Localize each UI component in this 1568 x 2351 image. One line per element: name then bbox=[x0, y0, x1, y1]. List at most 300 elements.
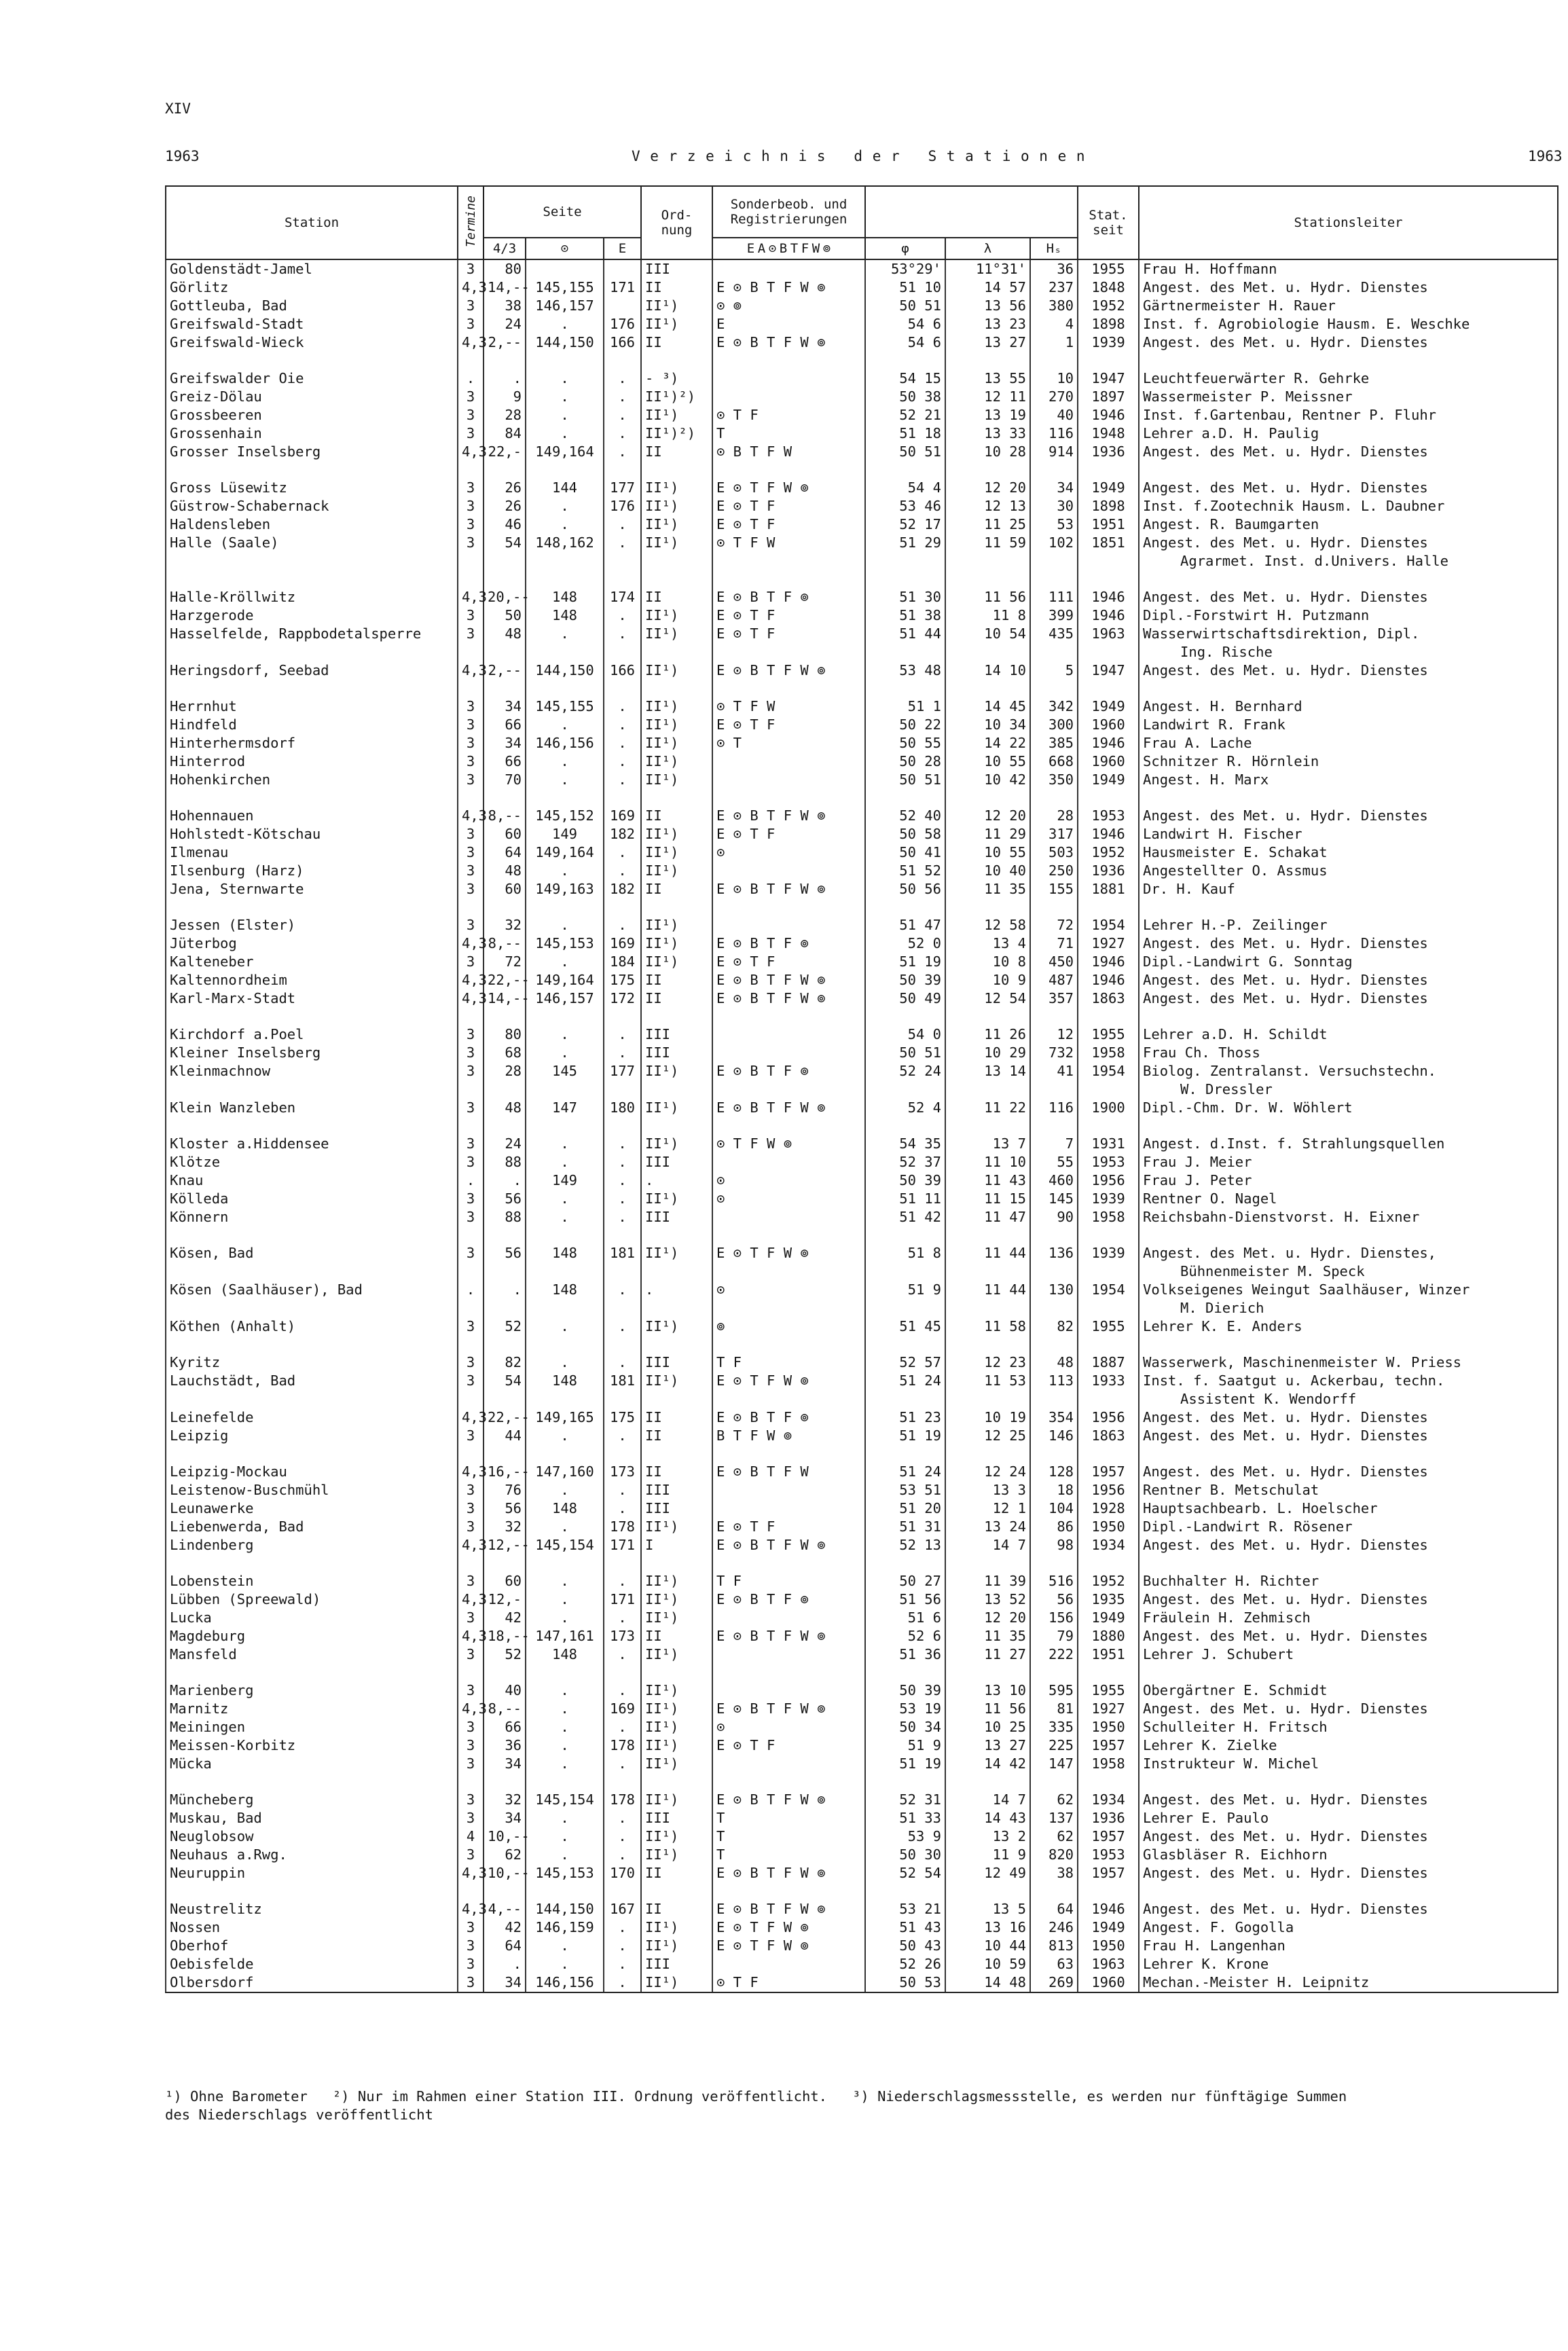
ordnung: II¹) bbox=[641, 1718, 712, 1736]
spacer-cell bbox=[526, 1008, 604, 1025]
phi: 50 27 bbox=[865, 1572, 945, 1590]
leiter: Volkseigenes Weingut Saalhäuser, Winzer bbox=[1139, 1281, 1558, 1299]
spacer-cell bbox=[865, 461, 945, 479]
leiter: Schnitzer R. Hörnlein bbox=[1139, 752, 1558, 771]
table-row bbox=[166, 1736, 1558, 1755]
table-row bbox=[166, 1408, 1558, 1427]
seite-sun: . bbox=[526, 1572, 604, 1590]
seite-43: 48 bbox=[484, 1099, 526, 1117]
seite-43: 32 bbox=[484, 1791, 526, 1809]
spacer-cell bbox=[712, 789, 865, 807]
spacer-cell bbox=[604, 552, 641, 570]
seite-sun: . bbox=[526, 1208, 604, 1226]
leiter: Angest. des Met. u. Hydr. Dienstes bbox=[1139, 1627, 1558, 1645]
spacer-cell bbox=[458, 1390, 484, 1408]
termine: 4,3 bbox=[458, 1590, 484, 1609]
hs: 250 bbox=[1030, 862, 1078, 880]
col-ordnung: Ord- nung bbox=[641, 186, 712, 259]
termine-label: Termine bbox=[463, 195, 478, 247]
seite-e: . bbox=[604, 515, 641, 534]
leiter: Biolog. Zentralanst. Versuchstechn. bbox=[1139, 1062, 1558, 1080]
hs: 86 bbox=[1030, 1518, 1078, 1536]
stat-seit: 1897 bbox=[1078, 388, 1139, 406]
stat-seit: 1948 bbox=[1078, 424, 1139, 443]
leiter: Angest. des Met. u. Hydr. Dienstes bbox=[1139, 1791, 1558, 1809]
ordnung: II¹) bbox=[641, 1973, 712, 1992]
ordnung: I bbox=[641, 1536, 712, 1554]
stat-seit: 1848 bbox=[1078, 278, 1139, 297]
seite-43: 2,-- bbox=[484, 333, 526, 352]
seite-sun: 149,165 bbox=[526, 1408, 604, 1427]
spacer-cell bbox=[604, 898, 641, 916]
spacer-cell bbox=[641, 1664, 712, 1681]
ordnung: - ³) bbox=[641, 369, 712, 388]
lambda: 10 55 bbox=[945, 843, 1030, 862]
col-seite-e: E bbox=[604, 238, 641, 259]
seite-43: 48 bbox=[484, 862, 526, 880]
seite-43: 8,-- bbox=[484, 934, 526, 953]
seite-e: . bbox=[604, 1718, 641, 1736]
leiter: Wasserwerk, Maschinenmeister W. Priess bbox=[1139, 1353, 1558, 1372]
stat-seit: 1936 bbox=[1078, 1809, 1139, 1827]
spacer-cell bbox=[1139, 1554, 1558, 1572]
seite-43: 10,-- bbox=[484, 1864, 526, 1882]
lambda: 10 44 bbox=[945, 1937, 1030, 1955]
spacer-cell bbox=[458, 1080, 484, 1099]
stat-seit: 1954 bbox=[1078, 1281, 1139, 1299]
spacer-cell bbox=[1078, 1336, 1139, 1353]
phi: 51 11 bbox=[865, 1190, 945, 1208]
seite-sun: 144,150 bbox=[526, 1900, 604, 1918]
stat-seit: 1939 bbox=[1078, 1190, 1139, 1208]
spacer-cell bbox=[458, 898, 484, 916]
spacer-cell bbox=[604, 1117, 641, 1135]
spacer-cell bbox=[865, 1299, 945, 1317]
termine: 4 bbox=[458, 1827, 484, 1846]
spacer-cell bbox=[712, 1336, 865, 1353]
seite-e: . bbox=[604, 388, 641, 406]
lambda: 13 4 bbox=[945, 934, 1030, 953]
stat-seit: 1946 bbox=[1078, 971, 1139, 989]
station-name: Lübben (Spreewald) bbox=[166, 1590, 458, 1609]
leiter: Angest. des Met. u. Hydr. Dienstes bbox=[1139, 443, 1558, 461]
stat-seit: 1950 bbox=[1078, 1937, 1139, 1955]
hs: 130 bbox=[1030, 1281, 1078, 1299]
flags: E ⊙ B T F W ⊚ bbox=[712, 1700, 865, 1718]
table-row bbox=[166, 1171, 1558, 1190]
station-name: Hohlstedt-Kötschau bbox=[166, 825, 458, 843]
phi: 52 31 bbox=[865, 1791, 945, 1809]
leiter: Gärtnermeister H. Rauer bbox=[1139, 297, 1558, 315]
leiter: Angest. d.Inst. f. Strahlungsquellen bbox=[1139, 1135, 1558, 1153]
seite-e: 180 bbox=[604, 1099, 641, 1117]
seite-e: 178 bbox=[604, 1518, 641, 1536]
seite-sun: 149 bbox=[526, 825, 604, 843]
seite-sun: 144,150 bbox=[526, 333, 604, 352]
ordnung: II bbox=[641, 1627, 712, 1645]
lambda: 11 25 bbox=[945, 515, 1030, 534]
ordnung: II¹) bbox=[641, 1681, 712, 1700]
table-row bbox=[166, 1481, 1558, 1499]
spacer-cell bbox=[641, 1299, 712, 1317]
spacer-row bbox=[166, 570, 1558, 588]
lambda: 13 7 bbox=[945, 1135, 1030, 1153]
stat-seit: 1953 bbox=[1078, 807, 1139, 825]
lambda: 13 24 bbox=[945, 1518, 1030, 1536]
spacer-row bbox=[166, 1882, 1558, 1900]
seite-sun: . bbox=[526, 1025, 604, 1044]
table-row bbox=[166, 1955, 1558, 1973]
spacer-row bbox=[166, 1773, 1558, 1791]
seite-e: . bbox=[604, 443, 641, 461]
seite-e: . bbox=[604, 625, 641, 643]
ordnung: II¹)²) bbox=[641, 424, 712, 443]
termine: 3 bbox=[458, 716, 484, 734]
ordnung: II¹) bbox=[641, 1700, 712, 1718]
station-name: Hinterrod bbox=[166, 752, 458, 771]
seite-43: 52 bbox=[484, 1645, 526, 1664]
ordnung: II¹) bbox=[641, 1846, 712, 1864]
spacer-cell bbox=[166, 552, 458, 570]
spacer-cell bbox=[604, 1882, 641, 1900]
lambda: 13 33 bbox=[945, 424, 1030, 443]
seite-e: 178 bbox=[604, 1791, 641, 1809]
seite-sun: 145,153 bbox=[526, 1864, 604, 1882]
spacer-cell bbox=[458, 680, 484, 697]
leiter: Angest. des Met. u. Hydr. Dienstes bbox=[1139, 971, 1558, 989]
spacer-cell bbox=[641, 1773, 712, 1791]
seite-43: . bbox=[484, 369, 526, 388]
station-name: Haldensleben bbox=[166, 515, 458, 534]
spacer-cell bbox=[641, 789, 712, 807]
spacer-cell bbox=[526, 643, 604, 661]
spacer-cell bbox=[166, 570, 458, 588]
spacer-cell bbox=[1078, 1445, 1139, 1463]
spacer-cell bbox=[1078, 1664, 1139, 1681]
seite-sun: 146,157 bbox=[526, 989, 604, 1008]
stat-seit: 1939 bbox=[1078, 333, 1139, 352]
seite-e: . bbox=[604, 1499, 641, 1518]
phi: 50 41 bbox=[865, 843, 945, 862]
station-name: Heringsdorf, Seebad bbox=[166, 661, 458, 680]
lambda: 14 42 bbox=[945, 1755, 1030, 1773]
seite-43: 76 bbox=[484, 1481, 526, 1499]
lambda: 14 7 bbox=[945, 1791, 1030, 1809]
stat-seit: 1956 bbox=[1078, 1171, 1139, 1190]
spacer-cell bbox=[166, 1390, 458, 1408]
seite-43: 60 bbox=[484, 1572, 526, 1590]
lambda: 13 23 bbox=[945, 315, 1030, 333]
stat-seit: 1927 bbox=[1078, 1700, 1139, 1718]
station-name: Herrnhut bbox=[166, 697, 458, 716]
lambda: 11 15 bbox=[945, 1190, 1030, 1208]
leiter: Hauptsachbearb. L. Hoelscher bbox=[1139, 1499, 1558, 1518]
flags bbox=[712, 1025, 865, 1044]
phi: 51 56 bbox=[865, 1590, 945, 1609]
leiter: Angest. H. Bernhard bbox=[1139, 697, 1558, 716]
lambda: 11 9 bbox=[945, 1846, 1030, 1864]
table-row bbox=[166, 989, 1558, 1008]
termine: 3 bbox=[458, 1044, 484, 1062]
table-row bbox=[166, 1681, 1558, 1700]
table-row bbox=[166, 1791, 1558, 1809]
spacer-cell bbox=[1030, 1336, 1078, 1353]
spacer-cell bbox=[945, 352, 1030, 369]
spacer-cell bbox=[1030, 1445, 1078, 1463]
station-name: Kösen (Saalhäuser), Bad bbox=[166, 1281, 458, 1299]
table-row bbox=[166, 971, 1558, 989]
seite-e: . bbox=[604, 771, 641, 789]
spacer-cell bbox=[526, 352, 604, 369]
phi: 51 1 bbox=[865, 697, 945, 716]
hs: 113 bbox=[1030, 1372, 1078, 1390]
station-name: Meissen-Korbitz bbox=[166, 1736, 458, 1755]
stat-seit: 1946 bbox=[1078, 606, 1139, 625]
spacer-cell bbox=[712, 1080, 865, 1099]
phi: 50 51 bbox=[865, 297, 945, 315]
seite-43: 36 bbox=[484, 1736, 526, 1755]
station-name: Greifswalder Oie bbox=[166, 369, 458, 388]
lambda: 11 44 bbox=[945, 1281, 1030, 1299]
spacer-cell bbox=[865, 570, 945, 588]
seite-sun: 145,153 bbox=[526, 934, 604, 953]
spacer-cell bbox=[526, 1882, 604, 1900]
station-name: Leipzig bbox=[166, 1427, 458, 1445]
seite-43: 44 bbox=[484, 1427, 526, 1445]
spacer-cell bbox=[945, 1773, 1030, 1791]
table-row bbox=[166, 1627, 1558, 1645]
leiter-continued: W. Dressler bbox=[1139, 1080, 1558, 1099]
flags: E ⊙ B T F ⊚ bbox=[712, 1062, 865, 1080]
col-lambda: λ bbox=[945, 238, 1030, 259]
lambda: 14 45 bbox=[945, 697, 1030, 716]
hs: 342 bbox=[1030, 697, 1078, 716]
spacer-cell bbox=[945, 1554, 1030, 1572]
spacer-cell bbox=[604, 1390, 641, 1408]
seite-43: . bbox=[484, 1955, 526, 1973]
stat-seit: 1957 bbox=[1078, 1736, 1139, 1755]
table-row bbox=[166, 315, 1558, 333]
phi: 52 40 bbox=[865, 807, 945, 825]
leiter: Landwirt H. Fischer bbox=[1139, 825, 1558, 843]
flags: E ⊙ T F W ⊚ bbox=[712, 1244, 865, 1262]
hs: 116 bbox=[1030, 424, 1078, 443]
spacer-cell bbox=[1030, 352, 1078, 369]
stat-seit: 1950 bbox=[1078, 1718, 1139, 1736]
lambda: 12 23 bbox=[945, 1353, 1030, 1372]
spacer-cell bbox=[945, 680, 1030, 697]
lambda: 11 58 bbox=[945, 1317, 1030, 1336]
station-name: Mücka bbox=[166, 1755, 458, 1773]
col-seite: Seite bbox=[484, 186, 641, 238]
stat-seit: 1927 bbox=[1078, 934, 1139, 953]
spacer-cell bbox=[484, 680, 526, 697]
leiter: Obergärtner E. Schmidt bbox=[1139, 1681, 1558, 1700]
seite-e: . bbox=[604, 716, 641, 734]
station-name: Köthen (Anhalt) bbox=[166, 1317, 458, 1336]
spacer-cell bbox=[712, 1262, 865, 1281]
station-name: Hasselfelde, Rappbodetalsperre bbox=[166, 625, 458, 643]
table-row bbox=[166, 880, 1558, 898]
station-name: Neustrelitz bbox=[166, 1900, 458, 1918]
spacer-cell bbox=[1030, 570, 1078, 588]
spacer-cell bbox=[945, 643, 1030, 661]
spacer-cell bbox=[604, 789, 641, 807]
table-row bbox=[166, 1208, 1558, 1226]
station-name: Jüterbog bbox=[166, 934, 458, 953]
spacer-cell bbox=[712, 1554, 865, 1572]
spacer-cell bbox=[166, 1299, 458, 1317]
ordnung: II¹)²) bbox=[641, 388, 712, 406]
hs: 516 bbox=[1030, 1572, 1078, 1590]
spacer-cell bbox=[526, 1117, 604, 1135]
leiter: Lehrer H.-P. Zeilinger bbox=[1139, 916, 1558, 934]
leiter: Inst. f.Zootechnik Hausm. L. Daubner bbox=[1139, 497, 1558, 515]
station-table bbox=[165, 185, 1558, 1993]
stat-seit: 1957 bbox=[1078, 1864, 1139, 1882]
station-name: Greifswald-Stadt bbox=[166, 315, 458, 333]
flags: E ⊙ B T F W ⊚ bbox=[712, 661, 865, 680]
col-station: Station bbox=[166, 186, 458, 259]
table-row bbox=[166, 1846, 1558, 1864]
station-name: Leunawerke bbox=[166, 1499, 458, 1518]
spacer-cell bbox=[484, 643, 526, 661]
seite-sun bbox=[526, 259, 604, 278]
flags: ⊙ T bbox=[712, 734, 865, 752]
seite-e: . bbox=[604, 916, 641, 934]
termine: 3 bbox=[458, 1427, 484, 1445]
seite-43: 16,-- bbox=[484, 1463, 526, 1481]
phi: 50 28 bbox=[865, 752, 945, 771]
stat-seit: 1933 bbox=[1078, 1372, 1139, 1390]
stat-seit: 1958 bbox=[1078, 1208, 1139, 1226]
seite-43: 34 bbox=[484, 697, 526, 716]
seite-e: 182 bbox=[604, 825, 641, 843]
continuation-row bbox=[166, 1390, 1558, 1408]
stat-seit: 1955 bbox=[1078, 259, 1139, 278]
leiter-continued: Bühnenmeister M. Speck bbox=[1139, 1262, 1558, 1281]
station-name: Mansfeld bbox=[166, 1645, 458, 1664]
seite-43: 88 bbox=[484, 1208, 526, 1226]
station-name: Neuruppin bbox=[166, 1864, 458, 1882]
lambda: 11 29 bbox=[945, 825, 1030, 843]
spacer-cell bbox=[865, 1336, 945, 1353]
ordnung: II¹) bbox=[641, 916, 712, 934]
spacer-cell bbox=[1078, 552, 1139, 570]
spacer-cell bbox=[1030, 1008, 1078, 1025]
leiter: Frau J. Meier bbox=[1139, 1153, 1558, 1171]
spacer-cell bbox=[484, 1445, 526, 1463]
station-name: Lauchstädt, Bad bbox=[166, 1372, 458, 1390]
phi: 51 10 bbox=[865, 278, 945, 297]
phi: 51 52 bbox=[865, 862, 945, 880]
stat-seit: 1946 bbox=[1078, 734, 1139, 752]
stat-seit: 1898 bbox=[1078, 497, 1139, 515]
leiter: Frau H. Hoffmann bbox=[1139, 259, 1558, 278]
seite-43: 56 bbox=[484, 1190, 526, 1208]
hs: 225 bbox=[1030, 1736, 1078, 1755]
spacer-row bbox=[166, 1008, 1558, 1025]
lambda: 10 34 bbox=[945, 716, 1030, 734]
stat-seit: 1958 bbox=[1078, 1044, 1139, 1062]
seite-e: . bbox=[604, 606, 641, 625]
spacer-cell bbox=[1030, 680, 1078, 697]
seite-43: 66 bbox=[484, 1718, 526, 1736]
termine: 4,3 bbox=[458, 661, 484, 680]
ordnung: II¹) bbox=[641, 1099, 712, 1117]
spacer-cell bbox=[526, 898, 604, 916]
spacer-cell bbox=[865, 643, 945, 661]
leiter: Frau J. Peter bbox=[1139, 1171, 1558, 1190]
spacer-cell bbox=[166, 1554, 458, 1572]
seite-sun: . bbox=[526, 1353, 604, 1372]
seite-e: 184 bbox=[604, 953, 641, 971]
col-phi: φ bbox=[865, 238, 945, 259]
spacer-row bbox=[166, 352, 1558, 369]
spacer-cell bbox=[1078, 789, 1139, 807]
station-name: Nossen bbox=[166, 1918, 458, 1937]
table-row bbox=[166, 1463, 1558, 1481]
termine: 3 bbox=[458, 1846, 484, 1864]
spacer-cell bbox=[641, 1117, 712, 1135]
phi: 52 37 bbox=[865, 1153, 945, 1171]
table-row bbox=[166, 1755, 1558, 1773]
spacer-cell bbox=[458, 1226, 484, 1244]
ordnung: II¹) bbox=[641, 771, 712, 789]
flags: E ⊙ B T F W ⊚ bbox=[712, 1627, 865, 1645]
leiter: Inst. f.Gartenbau, Rentner P. Fluhr bbox=[1139, 406, 1558, 424]
spacer-cell bbox=[1030, 552, 1078, 570]
seite-sun: . bbox=[526, 1190, 604, 1208]
station-name: Knau bbox=[166, 1171, 458, 1190]
leiter: Lehrer K. E. Anders bbox=[1139, 1317, 1558, 1336]
seite-43: 68 bbox=[484, 1044, 526, 1062]
spacer-cell bbox=[526, 1080, 604, 1099]
table-row bbox=[166, 1645, 1558, 1664]
lambda: 13 3 bbox=[945, 1481, 1030, 1499]
table-row bbox=[166, 916, 1558, 934]
spacer-cell bbox=[1030, 1080, 1078, 1099]
spacer-cell bbox=[458, 1773, 484, 1791]
footnote-line-2: des Niederschlags veröffentlicht bbox=[165, 2107, 433, 2123]
lambda: 12 1 bbox=[945, 1499, 1030, 1518]
leiter: Dipl.-Landwirt G. Sonntag bbox=[1139, 953, 1558, 971]
hs: 34 bbox=[1030, 479, 1078, 497]
station-name: Halle (Saale) bbox=[166, 534, 458, 552]
seite-e: . bbox=[604, 1025, 641, 1044]
spacer-row bbox=[166, 1664, 1558, 1681]
seite-e: . bbox=[604, 1281, 641, 1299]
seite-e: . bbox=[604, 1846, 641, 1864]
col-flags bbox=[712, 238, 865, 259]
hs: 104 bbox=[1030, 1499, 1078, 1518]
phi: 53 9 bbox=[865, 1827, 945, 1846]
stat-seit: 1951 bbox=[1078, 515, 1139, 534]
stat-seit: 1949 bbox=[1078, 697, 1139, 716]
lambda: 13 2 bbox=[945, 1827, 1030, 1846]
continuation-row bbox=[166, 1262, 1558, 1281]
hs: 7 bbox=[1030, 1135, 1078, 1153]
spacer-cell bbox=[526, 552, 604, 570]
seite-43: 32 bbox=[484, 916, 526, 934]
spacer-cell bbox=[865, 1226, 945, 1244]
spacer-cell bbox=[945, 461, 1030, 479]
spacer-cell bbox=[458, 1554, 484, 1572]
phi: 51 45 bbox=[865, 1317, 945, 1336]
leiter: Lehrer J. Schubert bbox=[1139, 1645, 1558, 1664]
leiter: Inst. f. Saatgut u. Ackerbau, techn. bbox=[1139, 1372, 1558, 1390]
seite-sun: 146,156 bbox=[526, 734, 604, 752]
